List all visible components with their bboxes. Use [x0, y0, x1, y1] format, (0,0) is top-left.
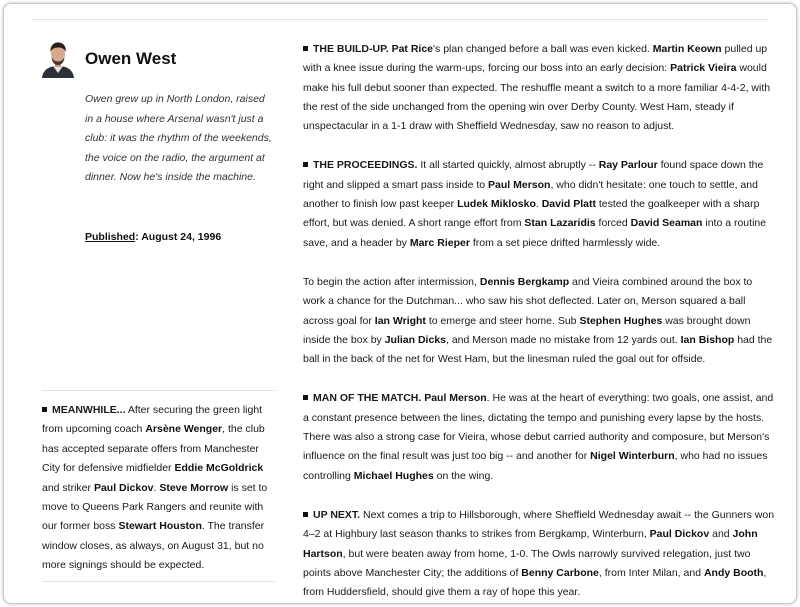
- player-name: Steve Morrow: [159, 481, 229, 494]
- text: .: [535, 198, 542, 211]
- published-label: Published: [85, 231, 136, 243]
- meanwhile-heading: MEANWHILE...: [52, 404, 126, 416]
- text: , and Merson made no mistake from 12 yards out.: [446, 333, 681, 346]
- player-name: Ian Wright: [374, 314, 426, 327]
- author-bio: Owen grew up in North London, raised in a house where Arsenal wasn't just a club: it was the rhythm of the weekends, the voice on the radio, the argument at dinner. Now he's inside the machine.: [85, 93, 272, 183]
- upnext-heading: UP NEXT.: [313, 508, 361, 521]
- meanwhile-box: [42, 401, 275, 576]
- sidebar-divider-top: [42, 390, 275, 391]
- text: into a routine save, and a header by: [303, 217, 767, 249]
- text: Next comes a trip to Hillsborough, where Sheffield Wednesday await -- the Gunners won 4–2 at Highbury last season thanks to strikes from Bergkamp, Winterburn,: [303, 508, 775, 541]
- bullet-icon: [42, 407, 47, 412]
- player-name: Stephen Hughes: [579, 314, 663, 327]
- text: to emerge and steer home. Sub: [425, 314, 580, 327]
- published-date: [85, 231, 221, 243]
- proceedings-section: [303, 156, 775, 252]
- player-name: Arsène Wenger: [145, 423, 223, 436]
- player-name: Patrick Vieira: [670, 62, 737, 75]
- text: on the wing.: [433, 469, 494, 482]
- player-name: Pat Rice: [391, 43, 434, 55]
- text: , from Inter Milan, and: [598, 566, 704, 579]
- buildup-section: [303, 40, 775, 136]
- bullet-icon: [303, 395, 308, 400]
- bullet-icon: [303, 46, 308, 51]
- text: , from Huddersfield, should give them a ray of hope this year.: [303, 566, 767, 599]
- text: , who had no issues controlling: [303, 450, 768, 482]
- article-page: [3, 3, 797, 604]
- text: , the club has accepted separate offers from Manchester City for defensive midfielder: [42, 423, 265, 475]
- player-name: Paul Dickov: [649, 528, 710, 541]
- sidebar-divider-bottom: [42, 581, 275, 582]
- second-half-paragraph: [303, 273, 775, 369]
- top-divider: [31, 19, 768, 20]
- buildup-heading: THE BUILD-UP.: [313, 43, 389, 55]
- player-name: David Platt: [541, 198, 596, 211]
- published-value: : August 24, 1996: [135, 231, 222, 243]
- text: , but were beaten away from home, 1-0. The Owls narrowly survived relegation, just two points above Manchester City; the additions of: [303, 547, 751, 579]
- player-name: Dennis Bergkamp: [479, 275, 570, 288]
- player-name: John Hartson: [303, 528, 758, 560]
- text: from a set piece drifted harmlessly wide.: [469, 236, 661, 249]
- upnext-section: [303, 506, 775, 602]
- player-name: Martin Keown: [652, 43, 722, 55]
- proceedings-heading: THE PROCEEDINGS.: [313, 159, 418, 172]
- text: . The transfer window closes, as always, on August 31, but no more signings should be expected.: [42, 520, 265, 572]
- text: To begin the action after intermission,: [303, 275, 480, 288]
- text: After securing the green light from upcoming coach: [42, 404, 263, 436]
- text: is set to move to Queens Park Rangers and reunite with our former boss: [42, 481, 268, 533]
- player-name: Paul Dickov: [93, 481, 154, 494]
- player-name: Eddie McGoldrick: [174, 462, 264, 475]
- text: would make his full debut sooner than expected. The reshuffle meant a switch to a more familiar 4-4-2, with the rest of the side unchanged from the opening win over Derby County. West Ham, steady if unspectacular in a 1-1 draw with Sheffield Wednesday, saw no reason to adjust.: [303, 62, 771, 133]
- text: was brought down inside the box by: [303, 314, 751, 346]
- text: .: [153, 481, 160, 494]
- text: found space down the right and slipped a smart pass inside to: [303, 159, 764, 191]
- player-name: Andy Booth: [703, 566, 764, 579]
- player-name: Ray Parlour: [598, 159, 658, 172]
- article-body: [303, 40, 775, 604]
- player-name: Ludek Miklosko: [457, 198, 536, 211]
- text: tested the goalkeeper with a sharp effort, but was denied. A short range effort from: [303, 198, 760, 230]
- author-name: Owen West: [85, 49, 177, 68]
- player-name: Benny Carbone: [521, 566, 599, 579]
- text: . He was at the heart of everything: two goals, one assist, and a constant presence between the lines, dictating the tempo and punishing every lapse by the hosts. There was also a strong case for Vieira, whose debut carried authority and composure, but Merson's influence on the final result was just too big -- and another for: [303, 392, 774, 463]
- motm-section: [303, 389, 775, 485]
- text: 's plan changed before a ball was even kicked.: [433, 43, 653, 55]
- text: , who didn't hesitate: one touch to settle, and another to finish low past keeper: [303, 178, 758, 211]
- motm-heading: MAN OF THE MATCH.: [313, 392, 422, 405]
- text: and striker: [42, 481, 94, 494]
- text: and: [709, 528, 733, 541]
- player-name: Stan Lazaridis: [524, 217, 596, 230]
- text: It all started quickly, almost abruptly --: [417, 159, 599, 172]
- player-name: Michael Hughes: [353, 469, 434, 482]
- text: forced: [595, 217, 631, 230]
- bullet-icon: [303, 162, 308, 167]
- player-name: Marc Rieper: [409, 236, 470, 249]
- player-name: Ian Bishop: [680, 333, 735, 346]
- player-name: Julian Dicks: [384, 333, 446, 346]
- text: and Vieira combined around the box to work a chance for the Dutchman... who saw his shot deflected. Later on, Merson squared a ball across goal for: [303, 275, 753, 327]
- author-avatar: [38, 38, 78, 78]
- player-name: Paul Merson: [488, 178, 551, 191]
- bullet-icon: [303, 512, 308, 517]
- player-name: Stewart Houston: [118, 520, 202, 533]
- text: pulled up with a knee issue during the warm-ups, forcing our boss into an early decision:: [303, 43, 768, 75]
- player-name: David Seaman: [630, 217, 703, 230]
- player-name: Paul Merson: [424, 392, 487, 405]
- player-name: Nigel Winterburn: [590, 450, 675, 463]
- text: had the ball in the back of the net for West Ham, but the linesman ruled the goal out for offside.: [303, 333, 773, 366]
